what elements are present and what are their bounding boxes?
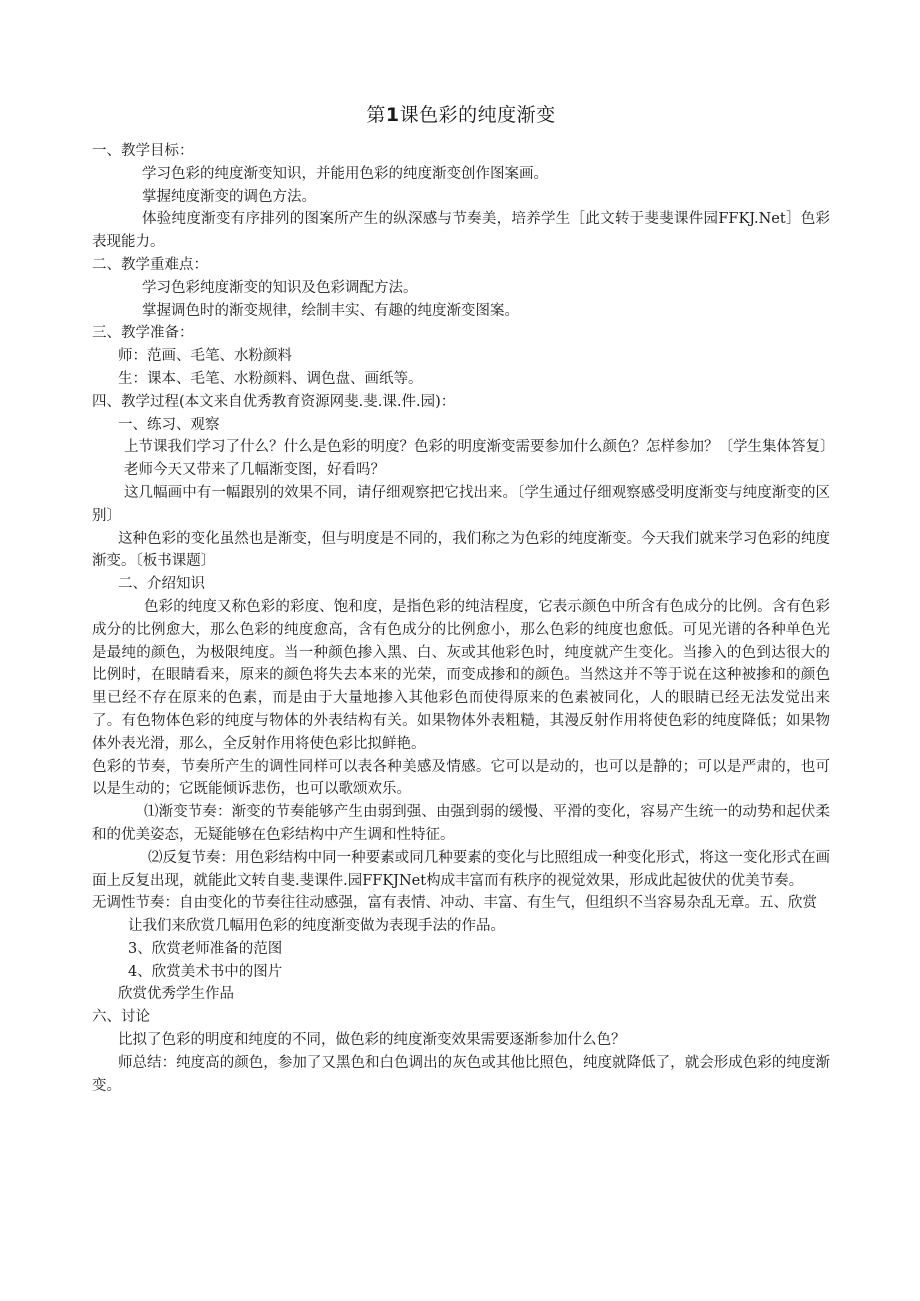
paragraph: 师总结：纯度高的颜色，参加了又黑色和白色调出的灰色或其他比照色，纯度就降低了，就会形成色彩的纯度渐变。	[92, 1054, 830, 1094]
paragraph: 生：课本、毛笔、水粉颜料、调色盘、画纸等。	[118, 370, 423, 387]
paragraph: 3、欣赏老师准备的范图	[128, 940, 283, 957]
paragraph: 三、教学准备：	[92, 325, 194, 342]
paragraph: 一、教学目标：	[92, 143, 194, 159]
paragraph: 4、欣赏美术书中的图片	[128, 963, 283, 980]
paragraph: 二、介绍知识	[118, 576, 205, 593]
paragraph: 这几幅画中有一幅跟别的效果不同，请仔细观察把它找出来。〔学生通过仔细观察感受明度渐变与纯度渐变的区别〕	[92, 484, 830, 524]
paragraph: 四、教学过程(本文来自优秀教育资源网斐.斐.课.件.园)：	[92, 393, 456, 410]
paragraph: 学习色彩纯度渐变的知识及色彩调配方法。	[142, 279, 418, 296]
document-body	[92, 140, 835, 1097]
paragraph: 色彩的节奏，节奏所产生的调性同样可以表各种美感及情感。它可以是动的，也可以是静的；可以是严肃的，也可以是生动的；它既能倾诉悲伤，也可以歌颂欢乐。	[92, 758, 830, 798]
paragraph: 学习色彩的纯度渐变知识，并能用色彩的纯度渐变创作图案画。	[142, 165, 548, 182]
paragraph: 比拟了色彩的明度和纯度的不同，做色彩的纯度渐变效果需要逐渐参加什么色？	[118, 1032, 626, 1049]
document-page	[92, 100, 835, 1097]
paragraph: 这种色彩的变化虽然也是渐变，但与明度是不同的，我们称之为色彩的纯度渐变。今天我们就来学习色彩的纯度渐变。〔板书课题〕	[92, 530, 830, 570]
paragraph: 老师今天又带来了几幅渐变图，好看吗？	[124, 462, 385, 479]
paragraph: 六、讨论	[92, 1009, 150, 1026]
paragraph: 欣赏优秀学生作品	[118, 986, 234, 1003]
paragraph: 上节课我们学习了什么？什么是色彩的明度？色彩的明度渐变需要参加什么颜色？怎样参加？〔学生集体答复〕	[124, 439, 835, 456]
paragraph: 色彩的纯度又称色彩的彩度、饱和度，是指色彩的纯洁程度，它表示颜色中所含有色成分的比例。含有色彩成分的比例愈大，那么色彩的纯度愈高，含有色成分的比例愈小，那么色彩的纯度也愈低。可见光谱的各种单色光是最纯的颜色，为极限纯度。当一种颜色掺入黑、白、灰或其他彩色时，纯度就产生变化。当掺入的色到达很大的比例时，在眼睛看来，原来的颜色将失去本来的光荣，而变成掺和的颜色。当然这并不等于说在这种被掺和的颜色里已经不存在原来的色素，而是由于大量地掺入其他彩色而使得原来的色素被同化，人的眼睛已经无法发觉出来了。有色物体色彩的纯度与物体的外表结构有关。如果物体外表粗糙，其漫反射作用将使色彩的纯度降低；如果物体外表光滑，那么，全反射作用将使色彩比拟鲜艳。	[92, 598, 830, 752]
paragraph: 一、练习、观察	[118, 416, 220, 433]
paragraph: ⑵反复节奏：用色彩结构中同一种要素或同几种要素的变化与比照组成一种变化形式，将这一变化形式在画面上反复出现，就能此文转自斐.斐课件.园FFKJNet构成丰富而有秩序的视觉效果，形成此起彼伏的优美节奏。	[92, 849, 830, 889]
paragraph: 掌握纯度渐变的调色方法。	[142, 188, 316, 205]
paragraph: 体验纯度渐变有序排列的图案所产生的纵深感与节奏美，培养学生［此文转于斐斐课件园FFKJ.Net］色彩表现能力。	[92, 211, 830, 251]
paragraph: 二、教学重难点：	[92, 256, 208, 273]
paragraph: 无调性节奏：自由变化的节奏往往动感强，富有表情、冲动、丰富、有生气，但组织不当容易杂乱无章。五、欣赏	[92, 895, 817, 912]
paragraph: 让我们来欣赏几幅用色彩的纯度渐变做为表现手法的作品。	[128, 918, 505, 935]
document-title: 第1课色彩的纯度渐变	[366, 104, 556, 126]
paragraph: 师：范画、毛笔、水粉颜料	[118, 348, 292, 365]
paragraph: 掌握调色时的渐变规律，绘制丰实、有趣的纯度渐变图案。	[142, 302, 519, 319]
title-number: 1	[385, 104, 400, 126]
paragraph: ⑴渐变节奏：渐变的节奏能够产生由弱到强、由强到弱的缓慢、平滑的变化，容易产生统一的动势和起伏柔和的优美姿态，无疑能够在色彩结构中产生调和性特征。	[92, 804, 830, 843]
